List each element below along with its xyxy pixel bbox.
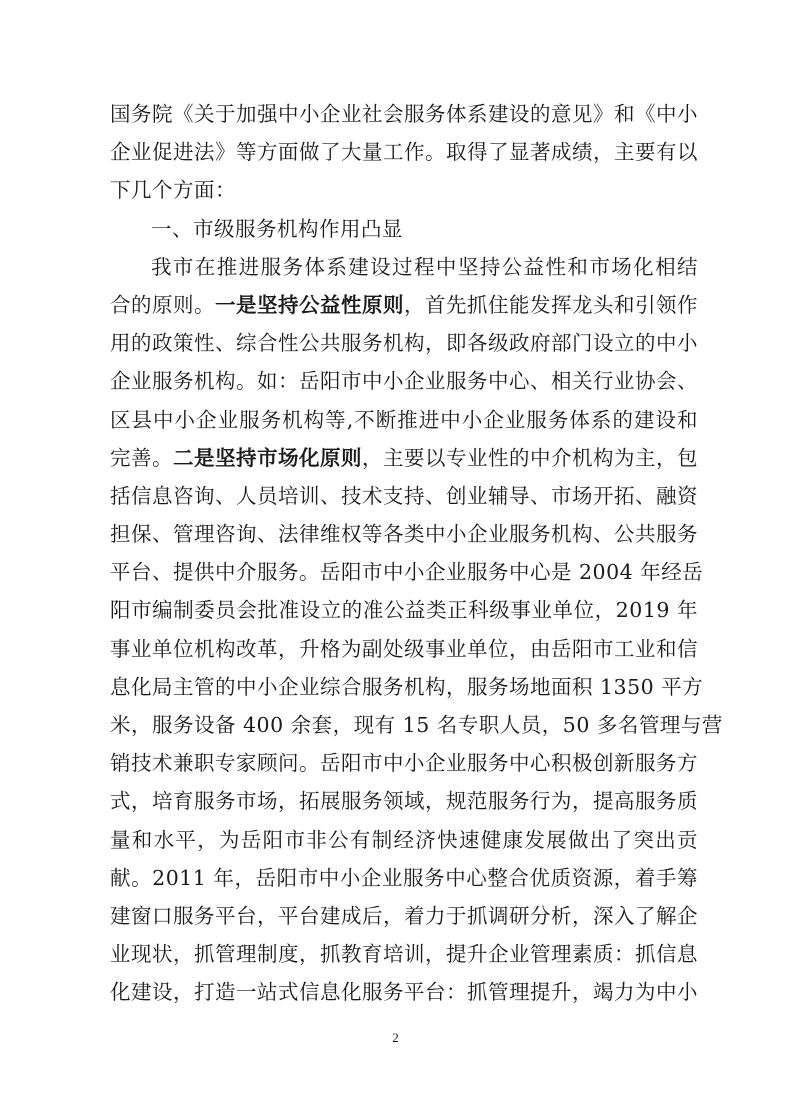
- paragraph-line: 下几个方面：: [110, 178, 236, 203]
- paragraph-line: 息化局主管的中小企业综合服务机构，服务场地面积 1350 平方: [110, 674, 704, 699]
- paragraph-line: 企业促进法》等方面做了大量工作。取得了显著成绩，主要有以: [110, 140, 698, 165]
- paragraph-line: [110, 286, 698, 324]
- section-heading: 一、市级服务机构作用凸显: [151, 216, 403, 241]
- paragraph-line: 担保、管理咨询、法律维权等各类中小企业服务机构、公共服务: [110, 522, 698, 547]
- paragraph-line: 阳市编制委员会批准设立的准公益类正科级事业单位，2019 年: [110, 598, 698, 623]
- paragraph-line: 献。2011 年，岳阳市中小企业服务中心整合优质资源，着手筹: [110, 865, 698, 890]
- page-number: 2: [392, 1030, 399, 1045]
- paragraph-line: 国务院《关于加强中小企业社会服务体系建设的意见》和《中小: [110, 102, 698, 126]
- line-text: ，主要以专业性的中介机构为主，包: [362, 445, 698, 470]
- line-text: 完善。: [110, 445, 173, 470]
- line-text: ，首先抓住能发挥龙头和引领作: [404, 292, 698, 317]
- paragraph-line: 我市在推进服务体系建设过程中坚持公益性和市场化相结: [151, 254, 698, 279]
- paragraph-line: 事业单位机构改革，升格为副处级事业单位，由岳阳市工业和信: [110, 636, 698, 661]
- paragraph-line: 用的政策性、综合性公共服务机构，即各级政府部门设立的中小: [110, 331, 698, 356]
- paragraph-line: 销技术兼职专家顾问。岳阳市中小企业服务中心积极创新服务方: [110, 751, 698, 776]
- line-text: 合的原则。: [110, 292, 215, 317]
- paragraph-line: 区县中小企业服务机构等,不断推进中小企业服务体系的建设和: [110, 407, 698, 432]
- paragraph-line: 企业服务机构。如：岳阳市中小企业服务中心、相关行业协会、: [110, 369, 698, 394]
- body-text: [110, 95, 723, 1012]
- paragraph-line: 建窗口服务平台，平台建成后，着力于抓调研分析，深入了解企: [110, 903, 698, 928]
- bold-principle-two: 二是坚持市场化原则: [173, 445, 362, 470]
- paragraph-line: 括信息咨询、人员培训、技术支持、创业辅导、市场开拓、融资: [110, 483, 698, 508]
- paragraph-line: 业现状，抓管理制度，抓教育培训，提升企业管理素质：抓信息: [110, 942, 698, 967]
- bold-principle-one: 一是坚持公益性原则: [215, 292, 404, 317]
- paragraph-line: 量和水平，为岳阳市非公有制经济快速健康发展做出了突出贡: [110, 827, 698, 852]
- paragraph-line: 式，培育服务市场，拓展服务领域，规范服务行为，提高服务质: [110, 789, 698, 814]
- paragraph-line: 平台、提供中介服务。岳阳市中小企业服务中心是 2004 年经岳: [110, 560, 704, 585]
- paragraph-line: 化建设，打造一站式信息化服务平台：抓管理提升，竭力为中小: [110, 980, 698, 1005]
- paragraph-line: [110, 439, 698, 477]
- paragraph-line: 米，服务设备 400 余套，现有 15 名专职人员，50 多名管理与营: [110, 713, 723, 737]
